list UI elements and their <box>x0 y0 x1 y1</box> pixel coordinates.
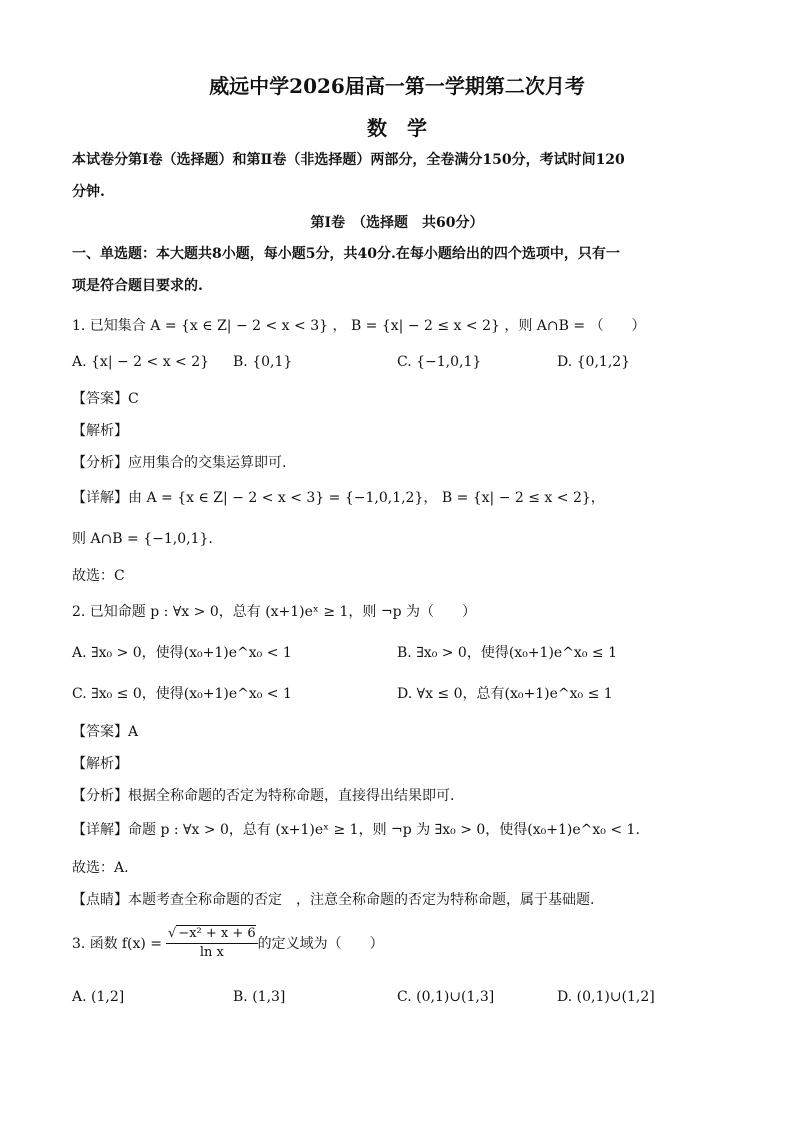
q2-option-c-mid: ，使得 <box>141 686 184 702</box>
q3-option-c-text: (0,1)∪(1,3] <box>416 989 495 1005</box>
q1-detail-set-b: B = {x| − 2 ≤ x < 2} <box>441 490 591 506</box>
q2-option-a-label: A. <box>72 645 87 661</box>
q3-option-a <box>72 987 124 1007</box>
q3-denominator: ln x <box>199 945 224 960</box>
q2-fenxi <box>72 786 454 806</box>
q1-detail-sep: ， <box>423 490 438 506</box>
q1-fenxi-tag: 【分析】 <box>72 455 128 471</box>
q3-numerator: √ −x² + x + 6 <box>166 925 258 944</box>
q1-then-end: . <box>208 531 213 547</box>
q1-then-result: A∩B = {−1,0,1} <box>90 531 209 547</box>
q2-detail-ineq2: (x₀+1)e^x₀ < 1 <box>527 822 636 838</box>
q1-detail-tag: 【详解】 <box>72 490 128 506</box>
q3-fraction <box>166 925 258 962</box>
q1-fenxi-text: 应用集合的交集运算即可. <box>128 455 287 471</box>
q2-detail-then: ，则 <box>358 822 387 838</box>
q2-comment-text: 本题考查全称命题的否定 ，注意全称命题的否定为特称命题，属于基础题. <box>128 892 595 908</box>
q2-option-c-ineq: (x₀+1)e^x₀ < 1 <box>183 686 292 702</box>
q1-paren: （ ） <box>589 318 646 334</box>
section-instruction-1: 一、单选题：本大题共8小题，每小题5分，共40分.在每小题给出的四个选项中，只有一 <box>72 246 620 262</box>
q2-detail-end: . <box>635 822 640 838</box>
q2-stem-mid: ，总有 <box>218 604 261 620</box>
q2-detail-prefix: 命题 <box>128 822 156 838</box>
subject-title: 数 学 <box>367 116 427 140</box>
q1-then-prefix: 则 <box>72 531 86 547</box>
q3-function-fx: f(x) = <box>121 935 162 952</box>
q1-option-d <box>557 352 630 372</box>
q2-option-a-quant: ∃x₀ > 0 <box>91 645 142 661</box>
q3-option-c-label: C. <box>397 989 412 1005</box>
intro-line-2: 分钟. <box>72 184 105 200</box>
q1-answer-value: C <box>128 391 139 407</box>
q2-option-a-ineq: (x₀+1)e^x₀ < 1 <box>183 645 292 661</box>
q2-detail-mid: ，总有 <box>228 822 271 838</box>
q3-stem-suffix: 的定义域为（ ） <box>257 935 384 952</box>
q1-option-c <box>397 352 481 372</box>
q2-detail-notp: ¬p <box>391 822 412 838</box>
q2-detail-p: p : ∀x > 0 <box>160 822 229 838</box>
q1-option-a-label: A. <box>72 354 87 370</box>
q1-option-a <box>72 352 209 372</box>
q3-option-a-label: A. <box>72 989 87 1005</box>
q3-option-d-label: D. <box>557 989 573 1005</box>
q2-option-d-label: D. <box>397 686 413 702</box>
q2-answer-value: A <box>128 724 139 740</box>
q1-detail-set-a: A = {x ∈ Z| − 2 < x < 3} = {−1,0,1,2} <box>146 490 424 506</box>
q2-option-b-label: B. <box>397 645 412 661</box>
q2-stem-then: ，则 <box>348 604 377 620</box>
q3-option-b-text: (1,3] <box>252 989 286 1005</box>
q1-option-c-label: C. <box>397 354 412 370</box>
q1-option-d-text: {0,1,2} <box>576 354 631 370</box>
q2-detail-tag: 【详解】 <box>72 822 128 838</box>
section-instruction-2: 项是符合题目要求的. <box>72 278 203 294</box>
q2-option-c-label: C. <box>72 686 87 702</box>
q2-option-d <box>397 684 613 704</box>
intro-line-1: 本试卷分第Ⅰ卷（选择题）和第Ⅱ卷（非选择题）两部分，全卷满分150分，考试时间120 <box>72 152 625 168</box>
q1-stem-sep: ， <box>332 318 347 334</box>
q2-stem-prefix: 2. 已知命题 <box>72 604 146 620</box>
q1-choose: 故选：C <box>72 568 125 584</box>
q2-option-b-ineq: (x₀+1)e^x₀ ≤ 1 <box>508 645 617 661</box>
q2-detail-ineq: (x+1)eˣ ≥ 1 <box>275 822 359 838</box>
q1-set-b: B = {x| − 2 ≤ x < 2} <box>350 318 500 334</box>
q1-analysis-tag: 【解析】 <box>72 423 128 439</box>
q3-option-d-text: (0,1)∪(1,2] <box>576 989 655 1005</box>
q1-stem-suffix: ，则 <box>504 318 533 334</box>
q3-option-a-text: (1,2] <box>91 989 125 1005</box>
q2-option-c <box>72 684 292 704</box>
q3-option-d <box>557 987 655 1007</box>
q3-option-b-label: B. <box>233 989 248 1005</box>
q3-option-b <box>233 987 285 1007</box>
q3-numerator-text: −x² + x + 6 <box>178 926 256 941</box>
q1-stem-prefix: 1. 已知集合 <box>72 318 146 334</box>
q1-option-c-text: {−1,0,1} <box>416 354 482 370</box>
q2-option-c-quant: ∃x₀ ≤ 0 <box>91 686 142 702</box>
q2-detail-mid2: ，使得 <box>485 822 528 838</box>
q2-fenxi-tag: 【分析】 <box>72 788 128 804</box>
exam-title: 威远中学2026届高一第一学期第二次月考 <box>209 74 585 98</box>
q2-answer <box>72 722 138 742</box>
q2-option-b-quant: ∃x₀ > 0 <box>416 645 467 661</box>
q2-fenxi-text: 根据全称命题的否定为特称命题，直接得出结果即可. <box>128 788 455 804</box>
q1-detail <box>72 488 605 508</box>
q2-not-p: ¬p <box>380 604 402 620</box>
q1-fenxi <box>72 453 286 473</box>
q2-detail <box>72 820 640 840</box>
q2-analysis-tag: 【解析】 <box>72 756 128 772</box>
q1-set-a: A = {x ∈ Z| − 2 < x < 3} <box>150 318 329 334</box>
q2-detail-quant: ∃x₀ > 0 <box>434 822 486 838</box>
q2-option-d-mid: ，总有 <box>462 686 505 702</box>
q2-option-b <box>397 643 617 663</box>
q2-stem <box>72 602 476 622</box>
q2-option-a-mid: ，使得 <box>141 645 184 661</box>
q2-proposition-p: p : ∀x > 0 <box>150 604 219 620</box>
q2-choose: 故选：A. <box>72 860 129 876</box>
q2-option-a <box>72 643 292 663</box>
q3-stem-prefix: 3. 函数 <box>72 935 118 952</box>
q2-comment-tag: 【点睛】 <box>72 892 128 908</box>
q3-stem <box>72 925 384 962</box>
q2-comment <box>72 890 594 910</box>
q1-option-b-text: {0,1} <box>252 354 293 370</box>
section-title: 第Ⅰ卷 （选择题 共60分） <box>310 215 484 231</box>
q1-detail-prefix: 由 <box>128 490 142 506</box>
q1-option-b-label: B. <box>233 354 248 370</box>
q1-answer-tag: 【答案】 <box>72 391 128 407</box>
q3-option-c <box>397 987 494 1007</box>
q1-then <box>72 529 213 549</box>
q1-answer <box>72 389 139 409</box>
q2-stem-for: 为（ ） <box>406 604 477 620</box>
q2-inequality: (x+1)eˣ ≥ 1 <box>265 604 349 620</box>
q2-option-b-mid: ，使得 <box>466 645 509 661</box>
q1-option-b <box>233 352 292 372</box>
q1-detail-end: ， <box>590 490 605 506</box>
q1-option-a-text: {x| − 2 < x < 2} <box>91 354 210 370</box>
q1-option-d-label: D. <box>557 354 573 370</box>
q1-stem <box>72 316 646 336</box>
q1-intersection: A∩B = <box>536 318 586 334</box>
q2-answer-tag: 【答案】 <box>72 724 128 740</box>
q2-detail-for: 为 <box>416 822 431 838</box>
q2-option-d-ineq: (x₀+1)e^x₀ ≤ 1 <box>504 686 613 702</box>
q2-option-d-quant: ∀x ≤ 0 <box>416 686 463 702</box>
